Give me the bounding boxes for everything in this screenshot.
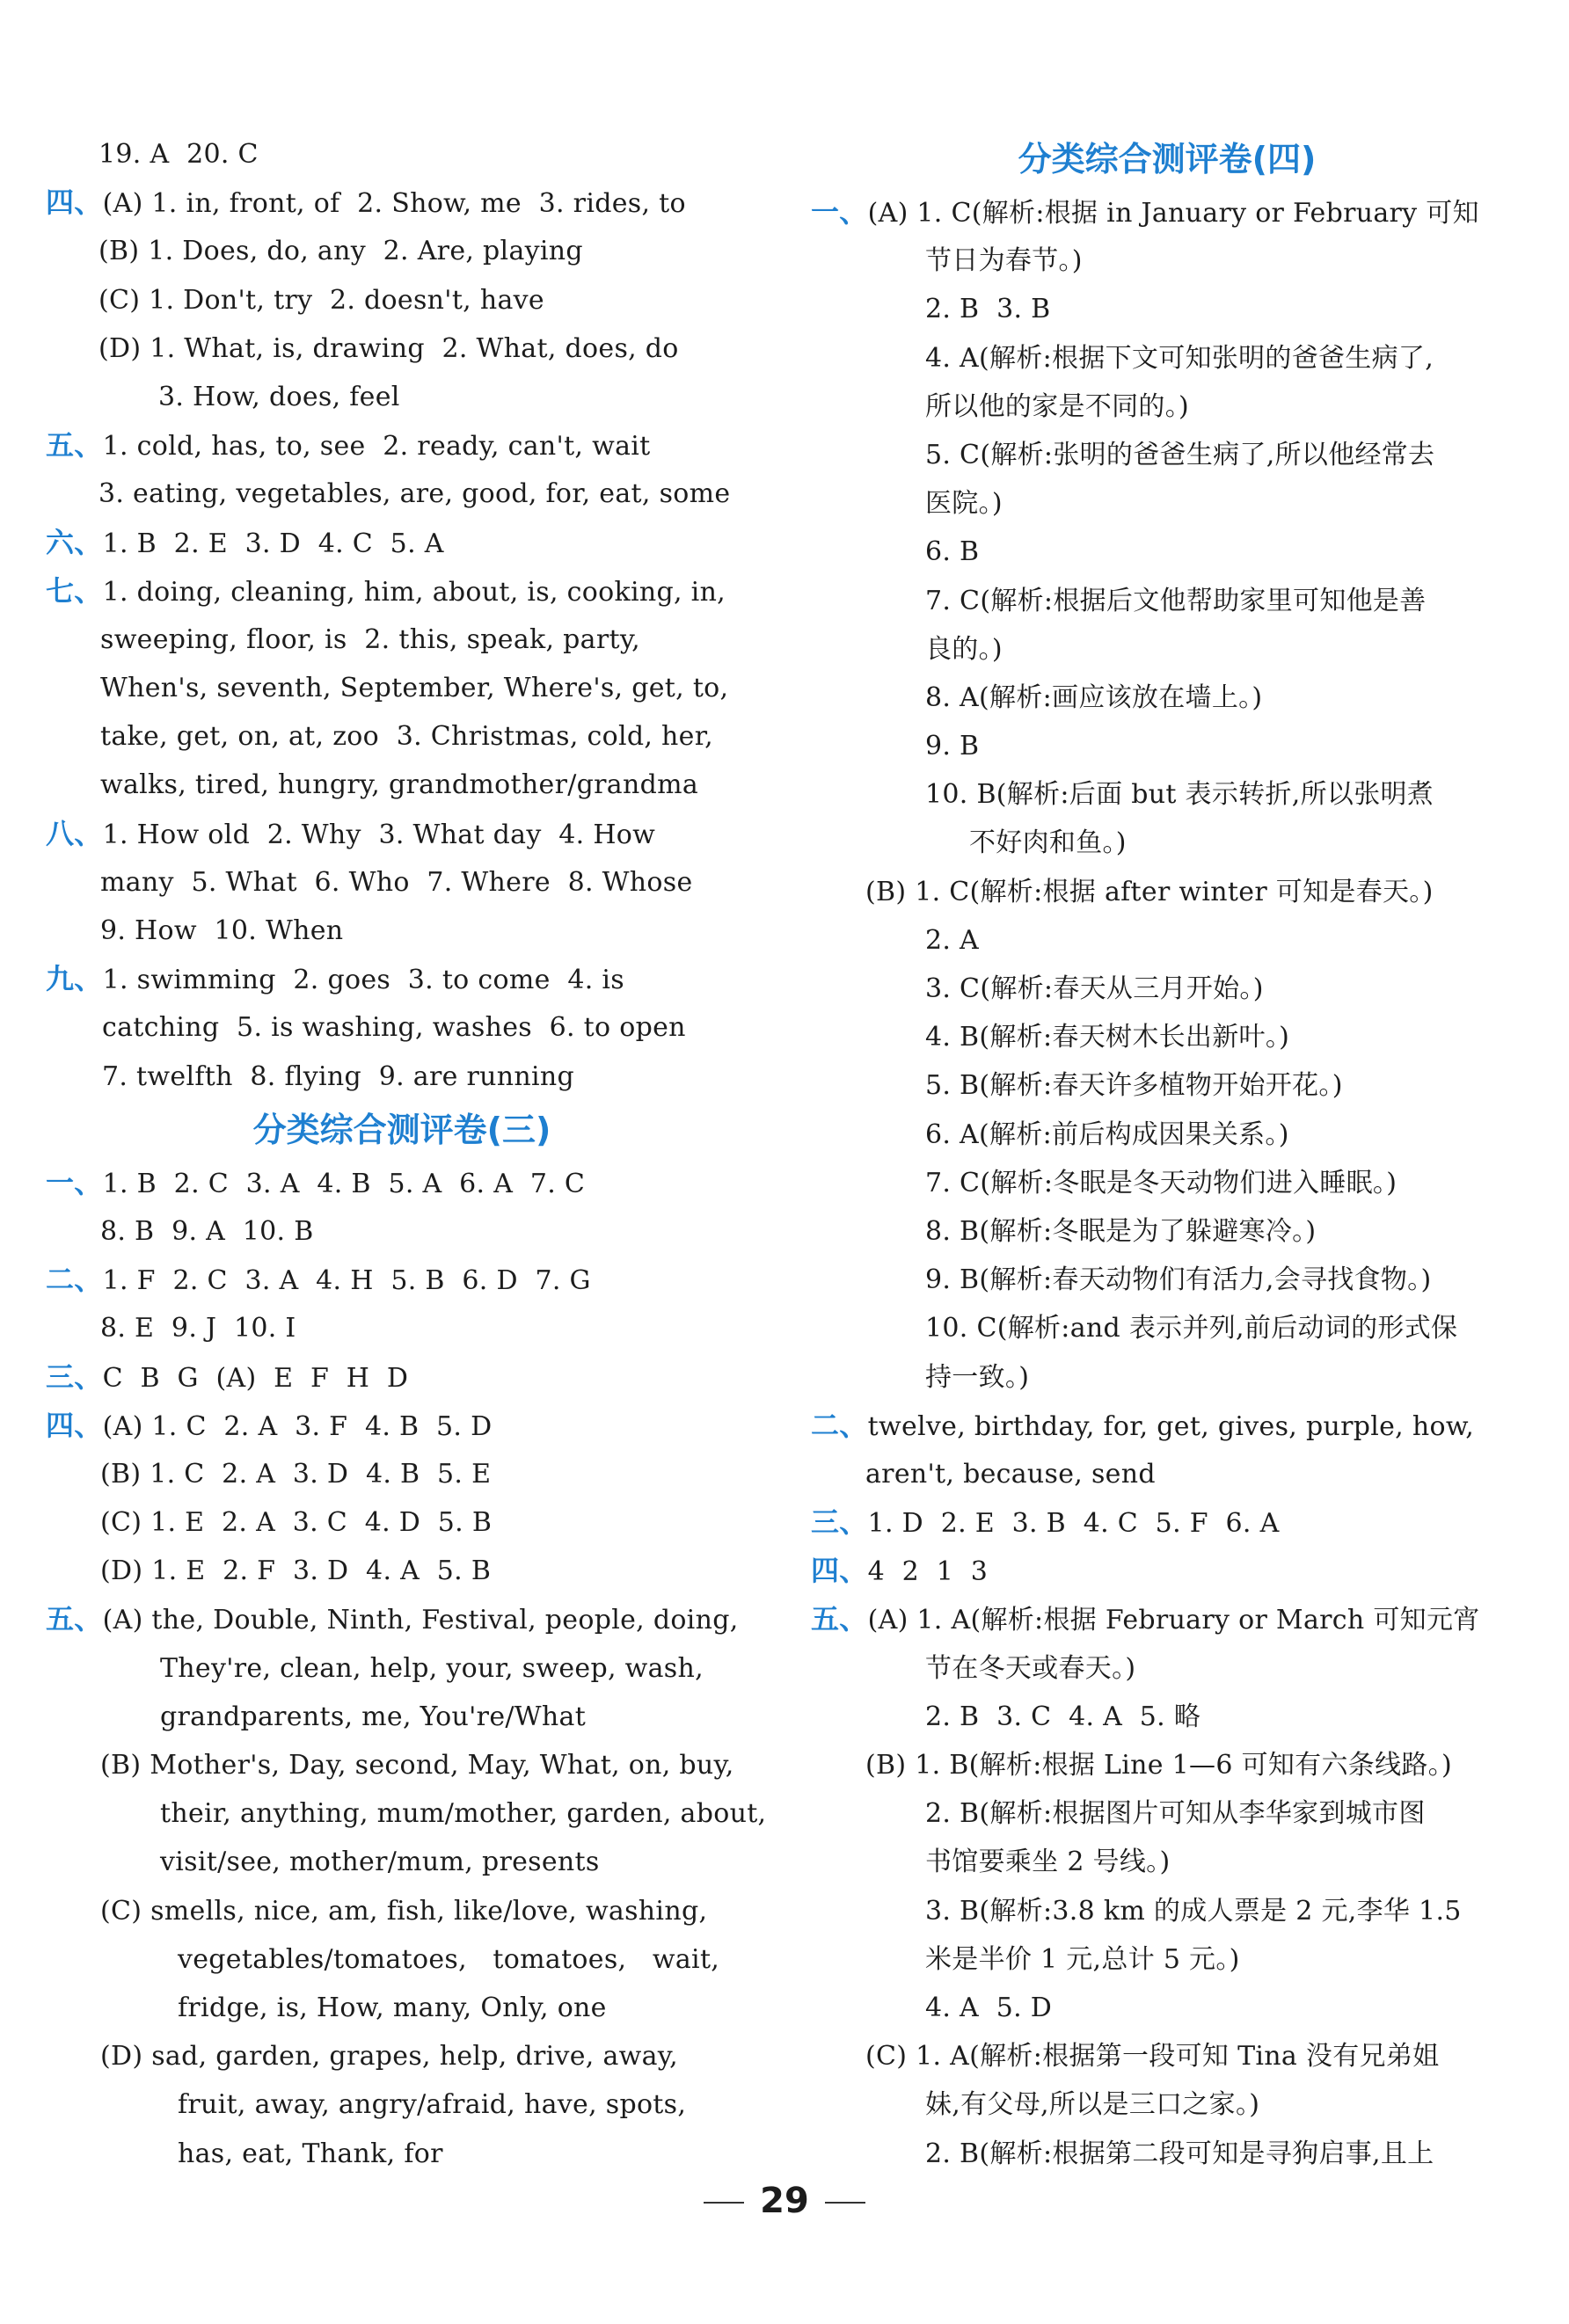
answer-line: [46, 1053, 758, 1101]
answer-line: [811, 2130, 1523, 2178]
answer-line: [811, 770, 1523, 819]
answer-line: [46, 1207, 758, 1256]
page-number-value: 29: [760, 2181, 809, 2221]
answer-line: [46, 616, 758, 664]
answer-line: [811, 1838, 1523, 1886]
answer-text: aren't, because, send: [865, 1458, 1156, 1490]
answer-line: [46, 178, 758, 227]
answer-line: [46, 810, 758, 858]
answer-text: 1. F 2. C 3. A 4. H 5. B 6. D 7. G: [102, 1265, 591, 1297]
answer-text: (D) 1. E 2. F 3. D 4. A 5. B: [100, 1555, 492, 1587]
section-number: 四、: [46, 186, 103, 220]
answer-line: [811, 2032, 1523, 2080]
answer-line: [46, 324, 758, 373]
page-number: [0, 2181, 1569, 2221]
section-number: 五、: [811, 1602, 868, 1636]
answer-text: fridge, is, How, many, Only, one: [178, 1992, 607, 2023]
answer-text: 8. A(解析:画应该放在墙上。): [925, 681, 1263, 713]
answer-line: [46, 664, 758, 712]
answer-line: [811, 1693, 1523, 1741]
answer-line: [811, 674, 1523, 722]
answer-line: [811, 1547, 1523, 1595]
answer-text: C B G (A) E F H D: [102, 1362, 409, 1394]
answer-line: [811, 819, 1523, 867]
answer-text: 1. B 2. C 3. A 4. B 5. A 6. A 7. C: [102, 1168, 586, 1199]
answer-text: 5. C(解析:张明的爸爸生病了,所以他经常去: [925, 439, 1435, 470]
answer-line: [811, 528, 1523, 576]
answer-line: [46, 227, 758, 275]
answer-line: [811, 1887, 1523, 1935]
section-number: 二、: [46, 1263, 103, 1297]
answer-text: 2. B(解析:根据第二段可知是寻狗启事,且上: [925, 2138, 1434, 2169]
answer-text: 妹,有父母,所以是三口之家。): [925, 2089, 1260, 2121]
answer-line: [46, 1887, 758, 1935]
answer-text: 书馆要乘坐 2 号线。): [925, 1847, 1171, 1878]
answer-line: [811, 285, 1523, 333]
answer-text: 10. B(解析:后面 but 表示转折,所以张明煮: [925, 779, 1434, 811]
answer-line: [811, 1984, 1523, 2032]
answer-line: [811, 916, 1523, 965]
answer-line: [46, 1159, 758, 1207]
answer-text: (D) sad, garden, grapes, help, drive, away,: [100, 2041, 678, 2073]
answer-line: [811, 479, 1523, 528]
answer-text: 9. How 10. When: [100, 915, 344, 946]
answer-line: [46, 1741, 758, 1789]
answer-line: [46, 1498, 758, 1547]
answer-line: [46, 1304, 758, 1352]
answer-text: 4. A(解析:根据下文可知张明的爸爸生病了,: [925, 342, 1434, 374]
answer-line: [46, 2032, 758, 2080]
answer-line: [46, 519, 758, 567]
answer-line: [46, 421, 758, 470]
answer-line: [811, 1304, 1523, 1352]
left-column: [46, 130, 767, 2178]
answer-line: [811, 1595, 1523, 1643]
section-number: 七、: [46, 573, 103, 608]
answer-text: catching 5. is washing, washes 6. to open: [102, 1012, 686, 1044]
answer-line: [46, 373, 758, 421]
page-number-dash-right: [825, 2202, 865, 2204]
answer-line: [811, 188, 1523, 237]
answer-line: [46, 2080, 758, 2129]
answer-line: [46, 130, 758, 178]
answer-text: (A) 1. C 2. A 3. F 4. B 5. D: [102, 1410, 493, 1442]
answer-line: [46, 567, 758, 616]
answer-line: [811, 1789, 1523, 1838]
answer-text: walks, tired, hungry, grandmother/grandma: [100, 769, 699, 801]
answer-text: 7. C(解析:冬眠是冬天动物们进入睡眠。): [925, 1167, 1398, 1198]
answer-line: [811, 1450, 1523, 1498]
answer-line: [46, 1402, 758, 1450]
answer-text: many 5. What 6. Who 7. Where 8. Whose: [100, 866, 693, 898]
answer-text: 6. B: [925, 536, 980, 568]
answer-text: (B) 1. B(解析:根据 Line 1—6 可知有六条线路。): [865, 1750, 1452, 1781]
answer-line: [46, 2130, 758, 2178]
section-number: 六、: [46, 525, 103, 559]
answer-text: (B) 1. C 2. A 3. D 4. B 5. E: [100, 1458, 492, 1490]
answer-line: [811, 1159, 1523, 1207]
answer-text: twelve, birthday, for, get, gives, purple, how,: [867, 1410, 1475, 1442]
section-number: 四、: [811, 1554, 868, 1588]
answer-text: 4. B(解析:春天树木长出新叶。): [925, 1022, 1290, 1053]
section-number: 一、: [811, 195, 868, 229]
answer-line: [46, 1838, 758, 1886]
answer-text: 9. B: [925, 731, 980, 762]
answer-line: [46, 858, 758, 907]
answer-line: [46, 1595, 758, 1643]
answer-text: 10. C(解析:and 表示并列,前后动词的形式保: [925, 1313, 1458, 1344]
answer-text: 2. B(解析:根据图片可知从李华家到城市图: [925, 1798, 1426, 1830]
answer-line: [46, 1353, 758, 1402]
answer-text: visit/see, mother/mum, presents: [160, 1847, 600, 1878]
answer-line: [811, 965, 1523, 1013]
answer-line: [46, 1693, 758, 1741]
section-number: 一、: [46, 1165, 103, 1199]
answer-text: 所以他的家是不同的。): [925, 390, 1190, 422]
section-number: 三、: [811, 1505, 868, 1540]
answer-line: [811, 1741, 1523, 1789]
page-number-dash-left: [704, 2202, 744, 2204]
answer-text: their, anything, mum/mother, garden, about,: [160, 1798, 767, 1830]
answer-text: 7. twelfth 8. flying 9. are running: [102, 1060, 574, 1092]
answer-text: 8. B 9. A 10. B: [100, 1215, 314, 1247]
answer-text: 2. B 3. B: [925, 294, 1051, 325]
answer-text: 2. B 3. C 4. A 5. 略: [925, 1701, 1201, 1732]
answer-text: 良的。): [925, 633, 1003, 665]
answer-line: [46, 276, 758, 324]
answer-text: 4. A 5. D: [925, 1992, 1053, 2023]
answer-line: [811, 1644, 1523, 1693]
answer-text: (B) Mother's, Day, second, May, What, on, buy,: [100, 1750, 734, 1781]
answer-line: [811, 1256, 1523, 1304]
section-number: 二、: [811, 1408, 868, 1442]
answer-line: [811, 382, 1523, 431]
answer-text: 4 2 1 3: [867, 1556, 989, 1588]
answer-line: [811, 431, 1523, 479]
answer-text: 3. eating, vegetables, are, good, for, eat, some: [99, 478, 731, 510]
answer-text: sweeping, floor, is 2. this, speak, party,: [100, 623, 640, 655]
answer-line: [46, 1256, 758, 1304]
right-column: [811, 130, 1523, 2178]
answer-text: 不好肉和鱼。): [969, 827, 1127, 859]
answer-line: [811, 1111, 1523, 1159]
section-heading: 分类综合测评卷(四): [1018, 140, 1317, 178]
answer-text: has, eat, Thank, for: [178, 2138, 443, 2169]
answer-text: (A) 1. C(解析:根据 in January or February 可知: [867, 198, 1479, 229]
answer-line: [811, 868, 1523, 916]
section-heading: 分类综合测评卷(三): [252, 1110, 551, 1149]
answer-text: 持一致。): [925, 1361, 1030, 1393]
answer-text: 3. How, does, feel: [158, 381, 400, 412]
section-number: 三、: [46, 1359, 103, 1394]
answer-text: (A) the, Double, Ninth, Festival, people, doing,: [102, 1605, 739, 1636]
answer-text: 1. cold, has, to, see 2. ready, can't, wait: [102, 431, 651, 463]
answer-text: 米是半价 1 元,总计 5 元。): [925, 1943, 1240, 1975]
answer-line: [811, 1013, 1523, 1061]
answer-text: vegetables/tomatoes, tomatoes, wait,: [178, 1943, 720, 1975]
answer-text: (B) 1. Does, do, any 2. Are, playing: [99, 236, 583, 267]
answer-text: (C) 1. A(解析:根据第一段可知 Tina 没有兄弟姐: [865, 2041, 1440, 2073]
answer-text: 2. A: [925, 924, 980, 956]
answer-text: (A) 1. A(解析:根据 February or March 可知元宵: [867, 1605, 1480, 1636]
answer-text: (A) 1. in, front, of 2. Show, me 3. rides, to: [102, 188, 686, 220]
answer-line: [46, 1644, 758, 1693]
answer-line: [811, 1935, 1523, 1984]
section-number: 四、: [46, 1408, 103, 1442]
section-number: 五、: [46, 1602, 103, 1636]
answer-text: 3. C(解析:春天从三月开始。): [925, 973, 1264, 1004]
answer-line: [811, 1498, 1523, 1547]
answer-line: [811, 334, 1523, 382]
section-number: 五、: [46, 428, 103, 463]
answer-text: 节在冬天或春天。): [925, 1652, 1136, 1684]
answer-text: 1. B 2. E 3. D 4. C 5. A: [102, 528, 444, 559]
answer-line: [46, 1789, 767, 1838]
answer-text: 19. A 20. C: [99, 139, 259, 170]
answer-line: [811, 577, 1523, 625]
answer-text: 1. doing, cleaning, him, about, is, cooking, in,: [102, 576, 726, 608]
answer-text: take, get, on, at, zoo 3. Christmas, cold, her,: [100, 721, 713, 753]
answer-text: fruit, away, angry/afraid, have, spots,: [178, 2089, 687, 2121]
answer-text: They're, clean, help, your, sweep, wash,: [160, 1652, 704, 1684]
answer-text: 3. B(解析:3.8 km 的成人票是 2 元,李华 1.5: [925, 1895, 1462, 1927]
answer-line: [46, 470, 758, 518]
answer-line: [46, 1450, 758, 1498]
section-number: 九、: [46, 962, 103, 996]
answer-text: (C) 1. Don't, try 2. doesn't, have: [99, 284, 544, 316]
answer-text: 节日为春节。): [925, 245, 1083, 277]
answer-line: [46, 1935, 758, 1984]
answer-line: [46, 1984, 758, 2032]
answer-text: 医院。): [925, 488, 1003, 520]
answer-text: (B) 1. C(解析:根据 after winter 可知是春天。): [865, 876, 1434, 907]
answer-text: 9. B(解析:春天动物们有活力,会寻找食物。): [925, 1264, 1432, 1296]
answer-line: [811, 722, 1523, 770]
answer-line: [46, 761, 758, 809]
answer-text: 8. B(解析:冬眠是为了躲避寒冷。): [925, 1215, 1317, 1247]
answer-text: 7. C(解析:根据后文他帮助家里可知他是善: [925, 585, 1427, 616]
answer-line: [46, 1003, 758, 1052]
answer-text: grandparents, me, You're/What: [160, 1701, 587, 1732]
answer-text: (C) 1. E 2. A 3. C 4. D 5. B: [100, 1507, 493, 1539]
section-number: 八、: [46, 816, 103, 850]
answer-line: [811, 1061, 1523, 1110]
answer-line: [811, 2080, 1523, 2129]
answer-line: [811, 1402, 1523, 1450]
answer-line: [811, 1207, 1523, 1256]
answer-line: [46, 907, 758, 955]
answer-text: 1. How old 2. Why 3. What day 4. How: [102, 819, 656, 850]
answer-line: [811, 625, 1523, 674]
answer-text: 8. E 9. J 10. I: [100, 1313, 296, 1344]
answer-line: [811, 237, 1523, 285]
answer-text: When's, seventh, September, Where's, get, to,: [100, 673, 729, 704]
answer-line: [46, 955, 758, 1003]
answer-text: 1. swimming 2. goes 3. to come 4. is: [102, 965, 624, 996]
answer-text: 1. D 2. E 3. B 4. C 5. F 6. A: [867, 1508, 1280, 1540]
answer-line: [46, 712, 758, 761]
answer-text: (C) smells, nice, am, fish, like/love, washing,: [100, 1895, 708, 1927]
answer-text: (D) 1. What, is, drawing 2. What, does, do: [99, 332, 679, 364]
answer-text: 6. A(解析:前后构成因果关系。): [925, 1118, 1289, 1150]
answer-text: 5. B(解析:春天许多植物开始开花。): [925, 1070, 1343, 1102]
answer-line: [811, 1353, 1523, 1402]
answer-line: [46, 1547, 758, 1595]
